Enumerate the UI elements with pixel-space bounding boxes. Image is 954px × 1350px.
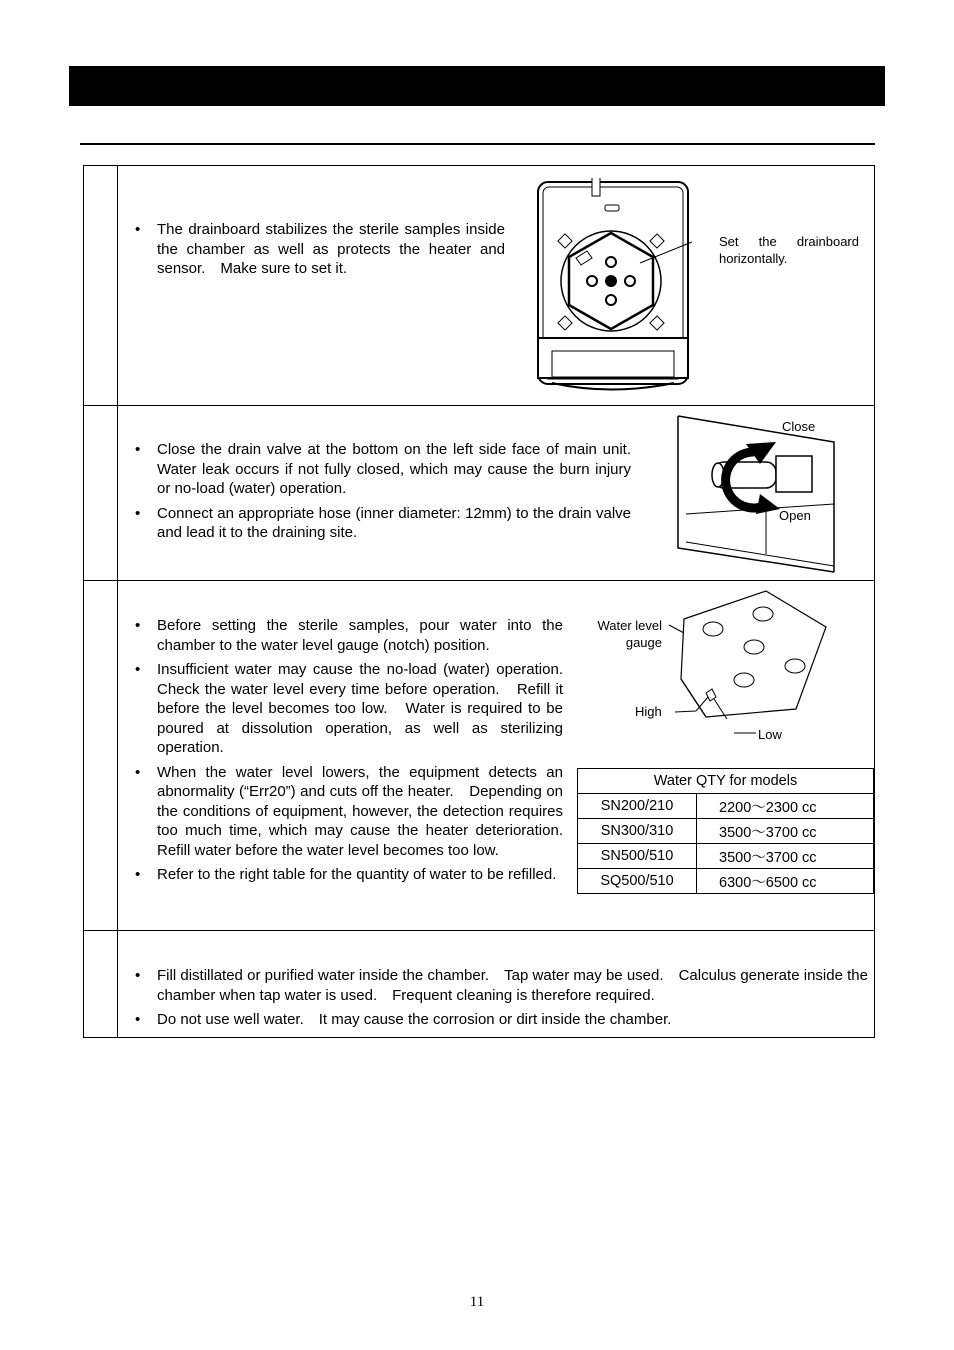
model-cell: SQ500/510 bbox=[578, 869, 697, 894]
water-level-gauge-label bbox=[574, 617, 662, 651]
drainboard-label: Set the drainboard horizontally. bbox=[719, 234, 859, 266]
model-cell: SN200/210 bbox=[578, 794, 697, 819]
drain-valve-illustration bbox=[676, 414, 846, 574]
instruction-row-drainboard bbox=[83, 165, 875, 406]
bullet-list bbox=[135, 616, 579, 890]
step-number-cell bbox=[84, 931, 118, 1037]
bullet-item: • When the water level lowers, the equipment detects an abnormality (“Err20”) and cuts off the heater. Depending on the conditions of equipment, however, the detection requires too much time, which may cause the heater deterioration. Refill water before the water level becomes too low. bbox=[135, 763, 563, 861]
instruction-row-water-level bbox=[83, 580, 875, 931]
model-cell: SN500/510 bbox=[578, 844, 697, 869]
bullet-item: • Before setting the sterile samples, pour water into the chamber to the water level gauge (notch) position. bbox=[135, 616, 563, 655]
close-label: Close bbox=[782, 419, 816, 434]
page-number: 11 bbox=[469, 1294, 485, 1310]
table-row bbox=[578, 819, 874, 844]
model-cell: SN300/310 bbox=[578, 819, 697, 844]
open-label: Open bbox=[779, 508, 811, 523]
table-row bbox=[578, 869, 874, 894]
bullet-item: • The drainboard stabilizes the sterile samples inside the chamber as well as protects the heater and sensor. Make sure to set it. bbox=[135, 220, 505, 279]
bullet-item: • Fill distillated or purified water inside the chamber. Tap water may be used. Calculus generate inside the chamber when tap water is used. Frequent cleaning is therefore required. bbox=[135, 966, 868, 1005]
table-row bbox=[578, 794, 874, 819]
step-number-cell bbox=[84, 406, 118, 581]
table-header: Water QTY for models bbox=[578, 769, 874, 794]
bullet-list bbox=[135, 440, 647, 548]
drainboard-illustration bbox=[530, 178, 695, 393]
bullet-list bbox=[135, 220, 505, 284]
water-level-illustration bbox=[666, 589, 831, 719]
table-header-row bbox=[578, 769, 874, 794]
water-level-gauge-label-line1: Water level bbox=[597, 618, 662, 633]
low-leader-line bbox=[734, 729, 764, 737]
table-row bbox=[578, 844, 874, 869]
bullet-item: • Close the drain valve at the bottom on the left side face of main unit. Water leak occurs if not fully closed, which may cause the burn injury or no-load (water) operation. bbox=[135, 440, 631, 499]
bullet-list bbox=[135, 966, 868, 1035]
qty-cell: 6300～6500 cc bbox=[697, 869, 874, 894]
bullet-item: • Connect an appropriate hose (inner diameter: 12mm) to the drain valve and lead it to the draining site. bbox=[135, 504, 631, 543]
qty-cell: 3500～3700 cc bbox=[697, 844, 874, 869]
qty-cell: 3500～3700 cc bbox=[697, 819, 874, 844]
low-label: Low bbox=[758, 727, 782, 742]
section-rule bbox=[80, 143, 875, 145]
water-level-gauge-label-line2: gauge bbox=[625, 635, 662, 650]
step-number-cell bbox=[84, 581, 118, 931]
qty-cell: 2200～2300 cc bbox=[697, 794, 874, 819]
instruction-row-drain-valve bbox=[83, 405, 875, 581]
step-number-cell bbox=[84, 166, 118, 406]
high-label: High bbox=[635, 704, 662, 719]
water-qty-table bbox=[577, 768, 874, 894]
instruction-row-water-type bbox=[83, 930, 875, 1038]
header-bar bbox=[69, 66, 885, 106]
bullet-item: • Insufficient water may cause the no-load (water) operation. Check the water level every time before operation. Refill it before the level becomes too low. Water is required to be poured at dissolution operation, as well as sterilizing operation. bbox=[135, 660, 563, 758]
bullet-item: • Do not use well water. It may cause the corrosion or dirt inside the chamber. bbox=[135, 1010, 868, 1030]
bullet-item: • Refer to the right table for the quantity of water to be refilled. bbox=[135, 865, 563, 885]
